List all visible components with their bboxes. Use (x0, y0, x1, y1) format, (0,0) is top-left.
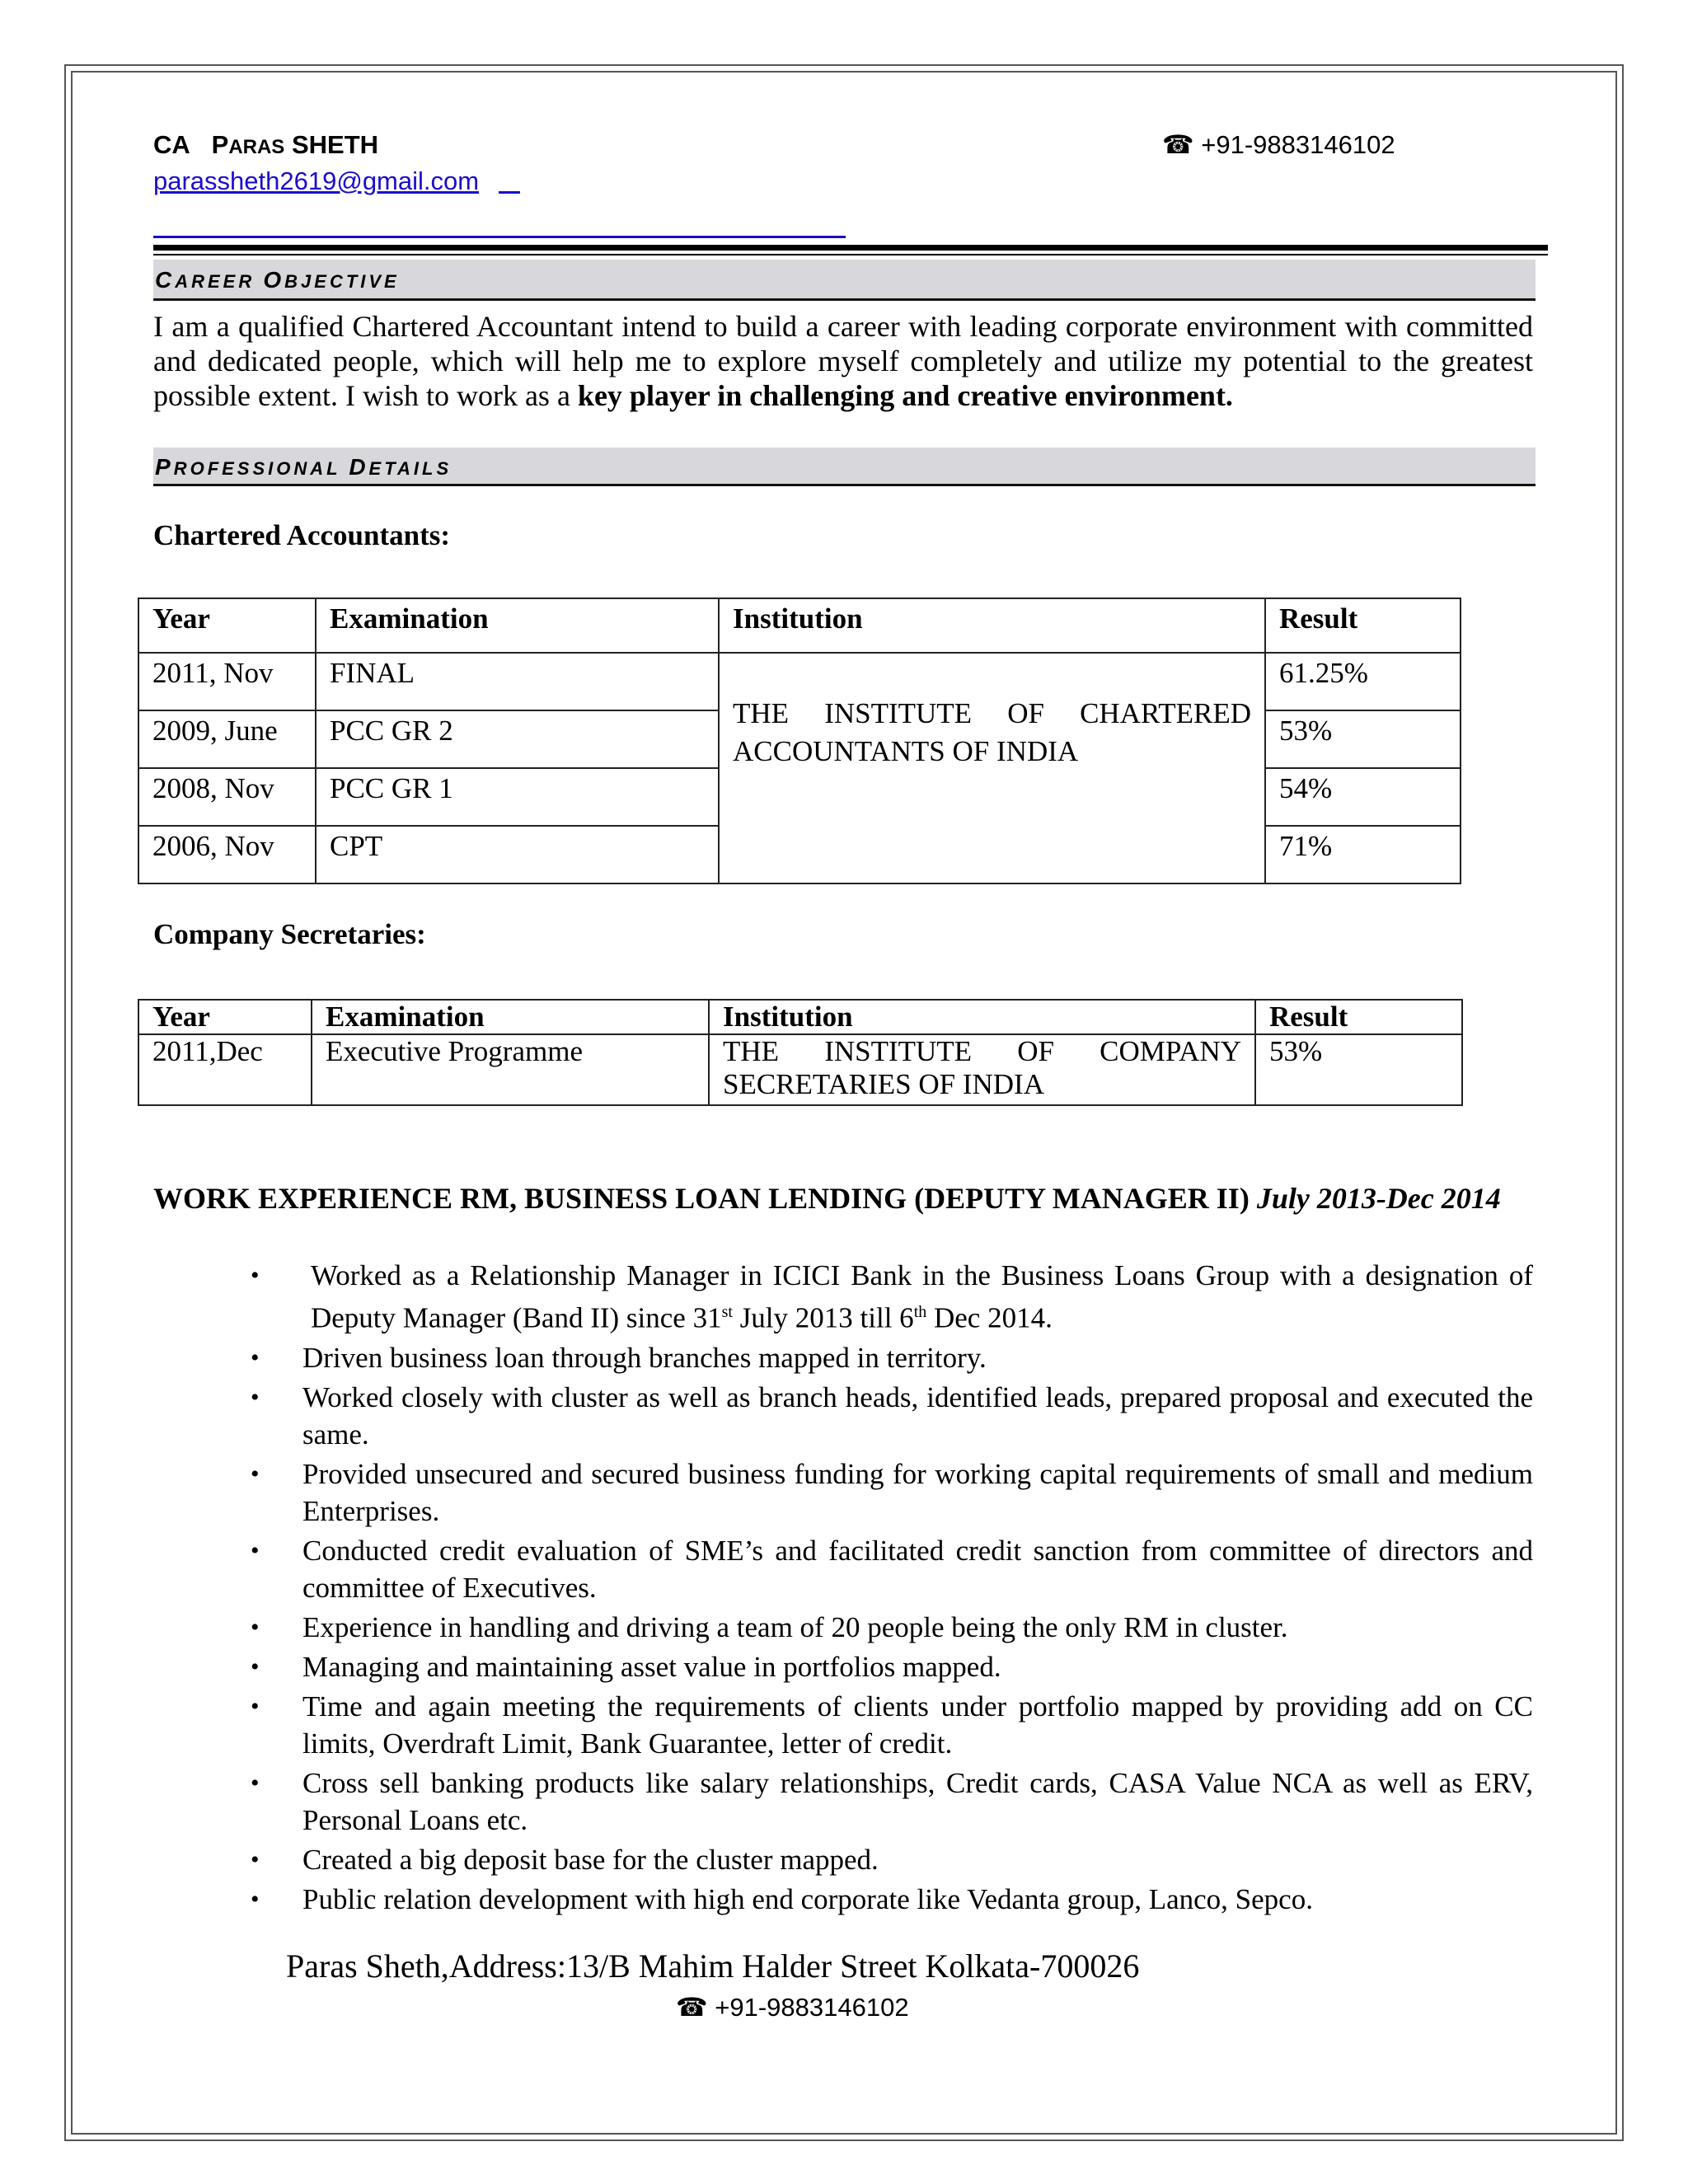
cell-year: 2011,Dec (138, 1034, 312, 1105)
section-heading-professional-details: PROFESSIONAL DETAILS (153, 448, 1536, 486)
header-institution: Institution (719, 598, 1265, 653)
header-examination: Examination (316, 598, 719, 653)
cell-result: 53% (1265, 710, 1461, 768)
header-year: Year (138, 598, 316, 653)
footer-phone: ☎ +91-9883146102 (676, 1993, 909, 2022)
cell-year: 2011, Nov (138, 653, 316, 710)
cell-exam: Executive Programme (312, 1034, 709, 1105)
cs-results-table (138, 999, 1463, 1106)
list-item (247, 1841, 1533, 1878)
list-item (247, 1648, 1533, 1685)
header-result: Result (1255, 1000, 1462, 1034)
cell-exam: PCC GR 1 (316, 768, 719, 826)
cs-table-title: Company Secretaries: (153, 918, 426, 950)
header-divider-thick (153, 245, 1548, 251)
bullet-icon: • (251, 1692, 260, 1720)
telephone-icon: ☎ (676, 1993, 708, 2022)
header-examination: Examination (312, 1000, 709, 1034)
list-item (247, 1379, 1533, 1453)
cell-exam: CPT (316, 826, 719, 883)
header-year: Year (138, 1000, 312, 1034)
bullet-icon: • (251, 1383, 260, 1411)
cell-year: 2006, Nov (138, 826, 316, 883)
ca-table-title: Chartered Accountants: (153, 519, 451, 551)
bullet-text: Conducted credit evaluation of SME’s and facilitated credit sanction from committee of directors and committee of Executives. (302, 1534, 1533, 1604)
bullet-icon: • (251, 1652, 260, 1680)
bullet-text: Cross sell banking products like salary relationships, Credit cards, CASA Value NCA as well as ERV, Personal Loans etc. (302, 1766, 1533, 1836)
cell-exam: FINAL (316, 653, 719, 710)
footer-address: Paras Sheth,Address:13/B Mahim Halder Street Kolkata-700026 (286, 1947, 1140, 1985)
section-heading-career-objective: CAREER OBJECTIVE (153, 260, 1536, 301)
table-header-row (138, 1000, 1462, 1034)
bullet-text: Created a big deposit base for the cluster mapped. (302, 1843, 879, 1876)
cell-institution: THE INSTITUTE OF COMPANY SECRETARIES OF INDIA (709, 1034, 1255, 1105)
cell-year: 2009, June (138, 710, 316, 768)
cell-result: 71% (1265, 826, 1461, 883)
header-phone: ☎ +91-9883146102 (1162, 130, 1395, 159)
cell-institution: THE INSTITUTE OF CHARTERED ACCOUNTANTS OF INDIA (719, 653, 1265, 883)
list-item: • Worked as a Relationship Manager in ICICI Bank in the Business Loans Group with a designation of Deputy Manager (Band II) since 31st July 2013 till 6th Dec 2014. (247, 1257, 1533, 1337)
table-row (138, 653, 1461, 710)
bullet-text: Managing and maintaining asset value in portfolios mapped. (302, 1650, 1001, 1683)
bullet-icon: • (251, 1885, 260, 1913)
cell-exam: PCC GR 2 (316, 710, 719, 768)
bullet-icon: • (251, 1536, 260, 1564)
career-objective-text: I am a qualified Chartered Accountant intend to build a career with leading corporate environment with committed and dedicated people, which will help me to explore myself completely and utilize my potential to the greatest possible extent. I wish to work as a key player in challenging and creative environment. (153, 310, 1533, 412)
cell-result: 54% (1265, 768, 1461, 826)
list-item (247, 1339, 1533, 1376)
header-divider-thin (153, 254, 1548, 255)
list-item (247, 1765, 1533, 1839)
header-result: Result (1265, 598, 1461, 653)
list-item (247, 1688, 1533, 1762)
bullet-text: Worked closely with cluster as well as branch heads, identified leads, prepared proposal and executed the same. (302, 1380, 1533, 1451)
telephone-icon: ☎ (1162, 130, 1194, 159)
work-experience-heading: WORK EXPERIENCE RM, BUSINESS LOAN LENDING (DEPUTY MANAGER II) July 2013-Dec 2014 (153, 1182, 1501, 1215)
email-link[interactable]: parassheth2619@gmail.com (153, 166, 480, 195)
bullet-icon: • (251, 1460, 260, 1488)
bullet-text: Driven business loan through branches mapped in territory. (302, 1341, 987, 1374)
list-item (247, 1455, 1533, 1530)
bullet-icon: • (251, 1769, 260, 1797)
cell-result: 53% (1255, 1034, 1462, 1105)
candidate-name: CA PARAS SHETH (153, 130, 379, 159)
bullet-icon: • (251, 1845, 260, 1873)
email-underline (153, 236, 846, 238)
work-bullet-list (247, 1257, 1533, 1918)
cell-result: 61.25% (1265, 653, 1461, 710)
bullet-text: Experience in handling and driving a team of 20 people being the only RM in cluster. (302, 1610, 1288, 1643)
bullet-icon: • (251, 1613, 260, 1641)
bullet-icon: • (251, 1262, 260, 1289)
bullet-text: Provided unsecured and secured business funding for working capital requirements of small and medium Enterprises. (302, 1457, 1533, 1527)
ca-results-table (138, 598, 1461, 884)
bullet-text: Public relation development with high end corporate like Vedanta group, Lanco, Sepco. (302, 1882, 1313, 1915)
bullet-icon: • (251, 1343, 260, 1371)
bullet-text: Time and again meeting the requirements of clients under portfolio mapped by providing add on CC limits, Overdraft Limit, Bank Guarantee, letter of credit. (302, 1690, 1533, 1760)
table-row (138, 1034, 1462, 1105)
list-item (247, 1609, 1533, 1646)
header-institution: Institution (709, 1000, 1255, 1034)
list-item (247, 1881, 1533, 1918)
table-header-row (138, 598, 1461, 653)
list-item (247, 1532, 1533, 1606)
cell-year: 2008, Nov (138, 768, 316, 826)
